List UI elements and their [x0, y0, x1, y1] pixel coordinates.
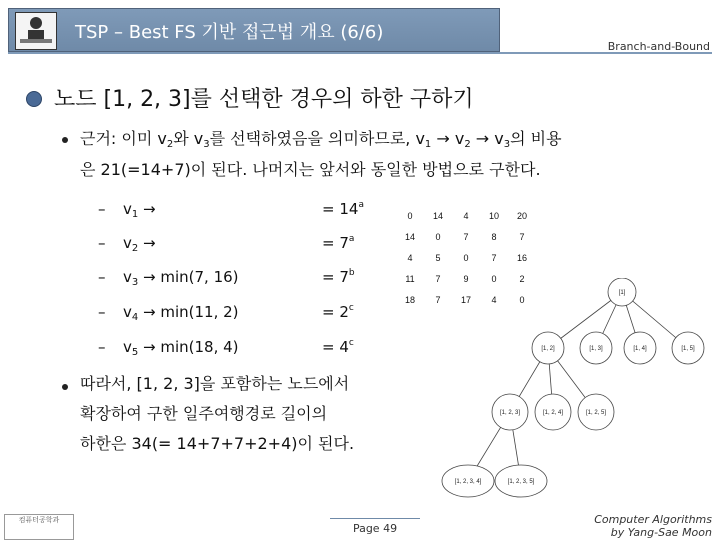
- row-v: v: [123, 268, 132, 286]
- matrix-cell: 7: [491, 252, 497, 263]
- dash: –: [98, 303, 106, 321]
- tree-node-label: [1, 2]: [541, 346, 555, 352]
- row-sup: c: [348, 303, 354, 313]
- row-value: [322, 338, 354, 356]
- tree-node-label: [1, 2, 5]: [585, 410, 607, 416]
- basis-text: 근거: 이미 v: [80, 129, 167, 148]
- row-val: = 7: [322, 268, 349, 286]
- basis-line-1: [80, 125, 562, 159]
- credit-line-2: by Yang-Sae Moon: [610, 526, 712, 539]
- bullet-dot: [62, 137, 68, 143]
- matrix-cell: 17: [460, 294, 471, 305]
- matrix-cell: 0: [519, 294, 525, 305]
- main-heading: 노드 [1, 2, 3]를 선택한 경우의 하한 구하기: [54, 87, 474, 112]
- topic-label: Branch-and-Bound: [607, 40, 710, 53]
- credit-line-1: Computer Algorithms: [594, 513, 712, 526]
- tree-edges: [468, 292, 688, 481]
- tree-node-label: [1, 5]: [681, 346, 695, 352]
- row-value: [322, 303, 354, 321]
- course-credit: [594, 513, 712, 539]
- dash: –: [98, 234, 106, 252]
- row-val: = 4: [322, 338, 349, 356]
- row-rest: → min(11, 2): [138, 303, 239, 321]
- conclusion-line-1: 따라서, [1, 2, 3]을 포함하는 노드에서: [80, 374, 350, 393]
- tree-node-label: [1, 2, 3, 4]: [454, 479, 482, 485]
- row-sup: a: [348, 234, 355, 244]
- tree-node-label: [1, 2, 3]: [499, 410, 521, 416]
- conclusion-line-2: 확장하여 구한 일주여행경로 길이의: [80, 404, 328, 423]
- row-rest: → min(7, 16): [138, 268, 239, 286]
- matrix-cell: 10: [488, 210, 499, 221]
- row-expression: [123, 268, 239, 288]
- row-value: [322, 200, 364, 218]
- row-value: [322, 234, 354, 252]
- matrix-cell: 16: [516, 252, 527, 263]
- title-divider: [8, 52, 712, 54]
- row-expression: [123, 303, 239, 323]
- conclusion-line-3: 하한은 34(= 14+7+7+2+4)이 된다.: [80, 434, 355, 453]
- matrix-cell: 18: [404, 294, 415, 305]
- matrix-cell: 5: [435, 252, 441, 263]
- basis-text: 와 v: [173, 129, 204, 148]
- matrix-row: [396, 205, 536, 226]
- basis-text: → v: [470, 129, 504, 148]
- matrix-cell: 7: [519, 231, 525, 242]
- tree-node-label: [1, 3]: [589, 346, 603, 352]
- matrix-cell: 0: [463, 252, 469, 263]
- basis-sub: 2: [166, 139, 174, 150]
- row-value: [322, 268, 355, 286]
- slide-title: TSP – Best FS 기반 접근법 개요 (6/6): [75, 22, 384, 43]
- basis-sub: 1: [424, 139, 432, 150]
- row-sup: b: [348, 268, 355, 278]
- basis-sub: 3: [503, 139, 511, 150]
- title-bar: [8, 8, 500, 52]
- logo-text: 컴퓨터공학과: [18, 516, 60, 524]
- tree-node-label: [1]: [618, 290, 626, 296]
- dash: –: [98, 200, 106, 218]
- page-number: Page 49: [330, 518, 420, 539]
- matrix-cell: 7: [435, 294, 441, 305]
- matrix-row: [396, 247, 536, 268]
- basis-text: 를 선택하였음을 의미하므로, v: [209, 129, 425, 148]
- row-v: v: [123, 338, 132, 356]
- tree-node-label: [1, 4]: [633, 346, 647, 352]
- dash: –: [98, 338, 106, 356]
- row-val: = 14: [322, 200, 359, 218]
- bullet-icon: [26, 91, 42, 107]
- matrix-row: [396, 226, 536, 247]
- row-sub: 5: [131, 347, 139, 358]
- matrix-cell: 4: [491, 294, 497, 305]
- basis-sub: 2: [464, 139, 471, 150]
- matrix-cell: 7: [435, 273, 441, 284]
- basis-sub: 3: [203, 139, 210, 150]
- matrix-cell: 0: [435, 231, 441, 242]
- basis-line-2: 은 21(=14+7)이 된다. 나머지는 앞서와 동일한 방법으로 구한다.: [80, 160, 541, 179]
- matrix-cell: 4: [463, 210, 469, 221]
- matrix-cell: 0: [407, 210, 413, 221]
- matrix-cell: 14: [432, 210, 443, 221]
- matrix-cell: 14: [404, 231, 415, 242]
- row-val: = 7: [322, 234, 349, 252]
- row-sub: 2: [131, 243, 139, 254]
- row-v: v: [123, 303, 132, 321]
- matrix-cell: 0: [491, 273, 497, 284]
- row-sup: a: [358, 200, 364, 210]
- tree-node-label: [1, 2, 3, 5]: [507, 479, 535, 485]
- row-expression: [123, 338, 239, 358]
- row-sup: c: [348, 338, 354, 348]
- row-expression: [123, 234, 156, 254]
- row-rest: → min(18, 4): [138, 338, 239, 356]
- matrix-cell: 2: [519, 273, 525, 284]
- university-logo: [4, 514, 74, 540]
- presenter-icon: [15, 12, 57, 50]
- row-rest: →: [138, 200, 156, 218]
- row-val: = 2: [322, 303, 349, 321]
- row-rest: →: [138, 234, 156, 252]
- matrix-cell: 9: [463, 273, 469, 284]
- basis-text: → v: [431, 129, 465, 148]
- row-expression: [123, 200, 156, 220]
- matrix-cell: 7: [463, 231, 469, 242]
- basis-text: 의 비용: [510, 129, 562, 148]
- dash: –: [98, 268, 106, 286]
- row-sub: 3: [131, 277, 139, 288]
- matrix-cell: 11: [405, 273, 415, 284]
- row-sub: 4: [131, 312, 139, 323]
- row-sub: 1: [131, 209, 139, 220]
- bullet-dot: [62, 384, 68, 390]
- matrix-cell: 8: [491, 231, 497, 242]
- row-v: v: [123, 200, 132, 218]
- matrix-cell: 20: [516, 210, 527, 221]
- tree-node-label: [1, 2, 4]: [542, 410, 564, 416]
- matrix-cell: 4: [407, 252, 413, 263]
- tree-nodes: [442, 278, 704, 497]
- state-space-tree: [400, 278, 710, 518]
- row-v: v: [123, 234, 132, 252]
